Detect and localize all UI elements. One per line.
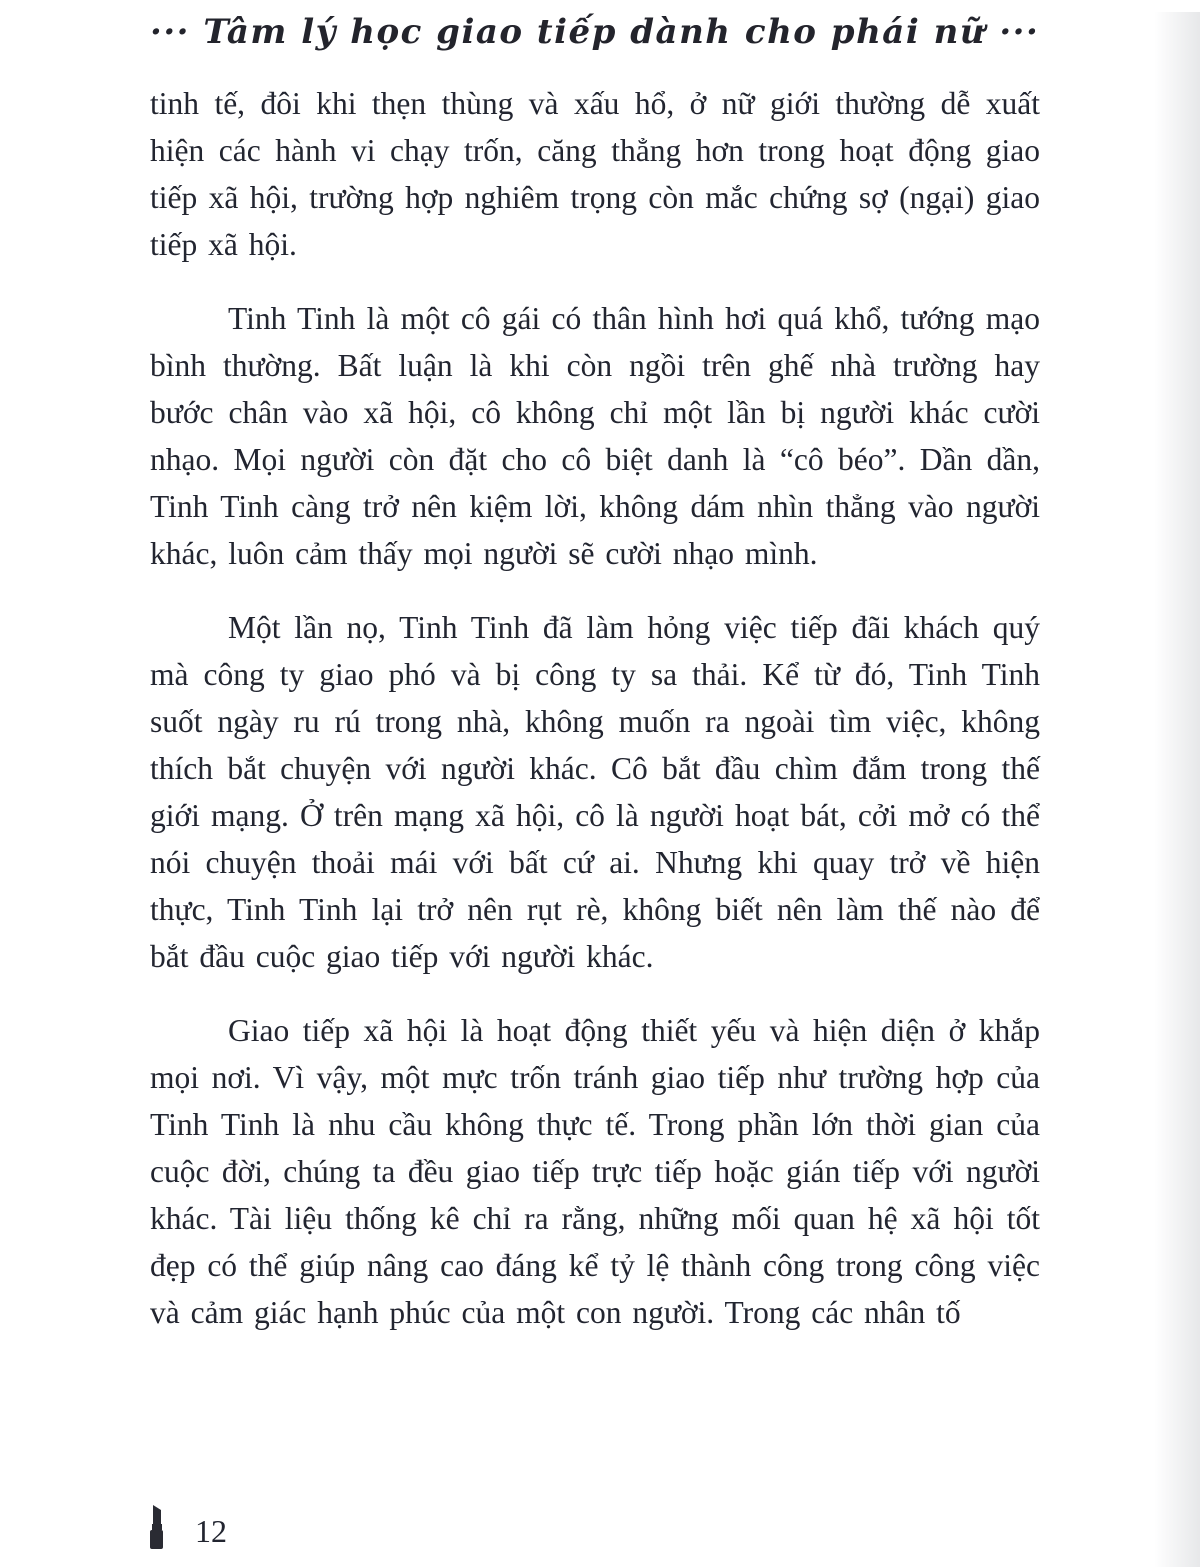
book-page: [0, 12, 1200, 1549]
lipstick-icon: [148, 1503, 165, 1551]
page-number: 12: [195, 1513, 227, 1549]
paragraph: tinh tế, đôi khi thẹn thùng và xấu hổ, ở nữ giới thường dễ xuất hiện các hành vi chạy trốn, căng thẳng hơn trong hoạt động giao tiếp xã hội, trường hợp nghiêm trọng còn mắc chứng sợ (ngại) giao tiếp xã hội.: [150, 86, 1040, 262]
running-header: ··· Tâm lý học giao tiếp dành cho phái nữ ···: [150, 12, 1040, 52]
page-content: [150, 80, 1040, 1336]
paragraph: Giao tiếp xã hội là hoạt động thiết yếu và hiện diện ở khắp mọi nơi. Vì vậy, một mực trốn tránh giao tiếp như trường hợp của Tinh Tinh là nhu cầu không thực tế. Trong phần lớn thời gian của cuộc đời, chúng ta đều giao tiếp trực tiếp hoặc gián tiếp với người khác. Tài liệu thống kê chỉ ra rằng, những mối quan hệ xã hội tốt đẹp có thể giúp nâng cao đáng kể tỷ lệ thành công trong công việc và cảm giác hạnh phúc của một con người. Trong các nhân tố: [150, 1013, 1040, 1330]
paragraph: Một lần nọ, Tinh Tinh đã làm hỏng việc tiếp đãi khách quý mà công ty giao phó và bị công ty sa thải. Kể từ đó, Tinh Tinh suốt ngày ru rú trong nhà, không muốn ra ngoài tìm việc, không thích bắt chuyện với người khác. Cô bắt đầu chìm đắm trong thế giới mạng. Ở trên mạng xã hội, cô là người hoạt bát, cởi mở có thể nói chuyện thoải mái với bất cứ ai. Nhưng khi quay trở về hiện thực, Tinh Tinh lại trở nên rụt rè, không biết nên làm thế nào để bắt đầu cuộc giao tiếp với người khác.: [150, 610, 1040, 974]
paragraph: Tinh Tinh là một cô gái có thân hình hơi quá khổ, tướng mạo bình thường. Bất luận là khi còn ngồi trên ghế nhà trường hay bước chân vào xã hội, cô không chỉ một lần bị người khác cười nhạo. Mọi người còn đặt cho cô biệt danh là “cô béo”. Dần dần, Tinh Tinh càng trở nên kiệm lời, không dám nhìn thẳng vào người khác, luôn cảm thấy mọi người sẽ cười nhạo mình.: [150, 301, 1040, 571]
scan-edge-shadow: [1154, 12, 1200, 1567]
page-footer: [148, 1503, 227, 1551]
